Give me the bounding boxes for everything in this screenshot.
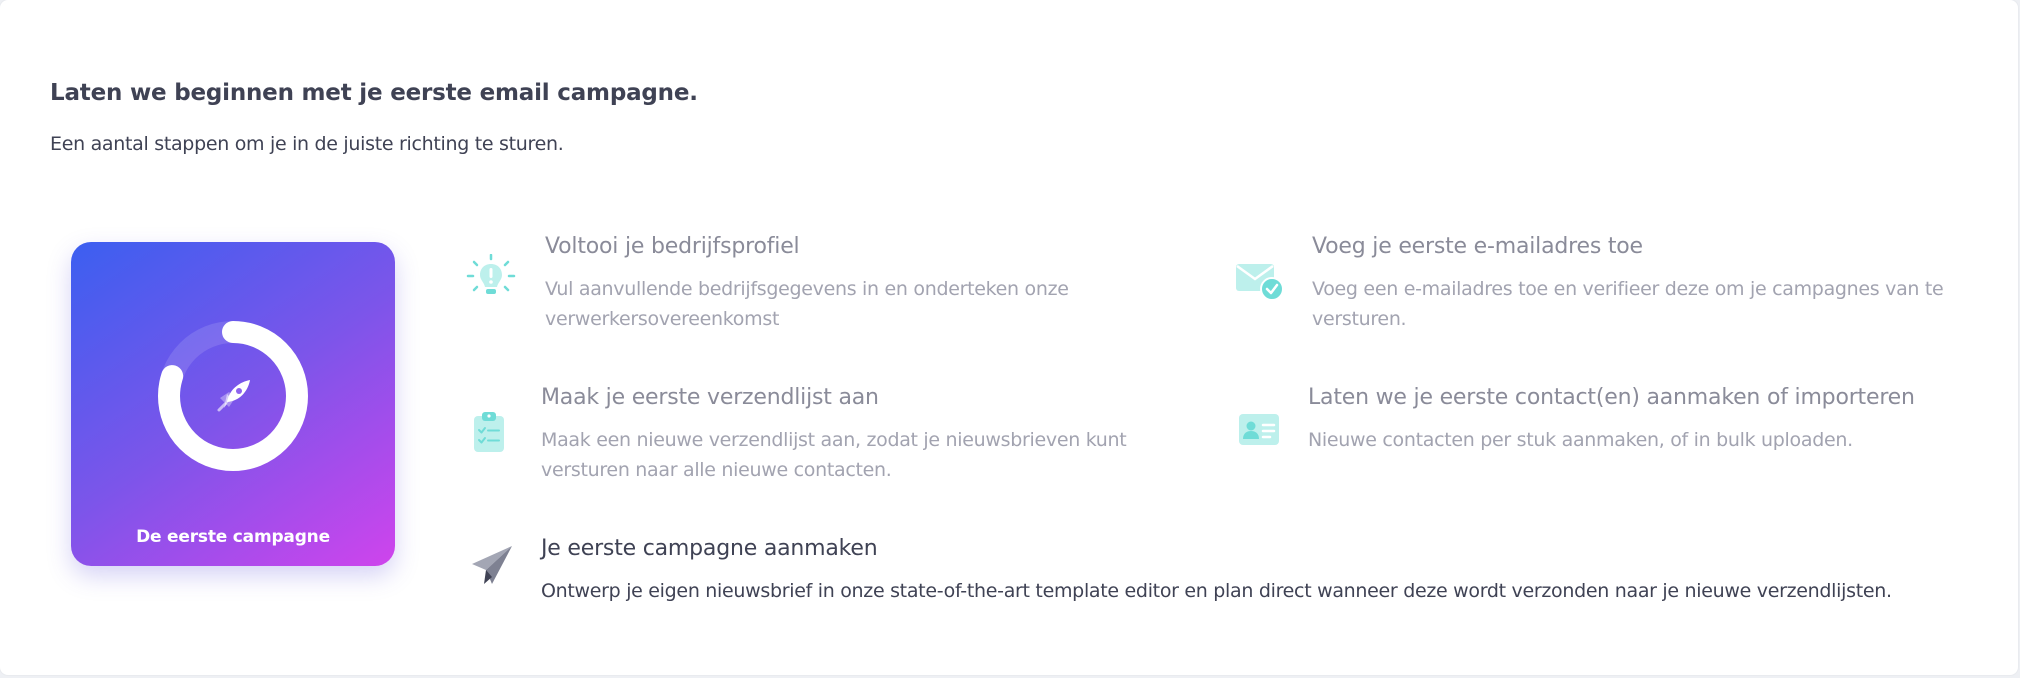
mail-check-icon bbox=[1234, 262, 1286, 302]
step-description: Ontwerp je eigen nieuwsbrief in onze state-of-the-art template editor en plan direct wanneer deze wordt verzonden naar je nieuwe verzendlijsten. bbox=[541, 580, 1892, 602]
clipboard-list-icon bbox=[472, 410, 506, 454]
step-title: Voeg je eerste e-mailadres toe bbox=[1312, 234, 1643, 259]
campaign-progress-label: De eerste campagne bbox=[136, 527, 330, 547]
campaign-progress-tile bbox=[71, 242, 395, 566]
paper-plane-icon bbox=[470, 544, 514, 588]
contact-card-icon bbox=[1237, 412, 1281, 448]
rocket-icon bbox=[219, 380, 250, 410]
step-title: Je eerste campagne aanmaken bbox=[541, 536, 878, 561]
step-description: Vul aanvullende bedrijfsgegevens in en onderteken onze verwerkersovereenkomst bbox=[545, 278, 1069, 330]
step-first-campaign[interactable] bbox=[466, 534, 1966, 614]
page-subtitle: Een aantal stappen om je in de juiste richting te sturen. bbox=[50, 133, 564, 155]
step-description: Nieuwe contacten per stuk aanmaken, of in bulk uploaden. bbox=[1308, 429, 1853, 451]
progress-ring bbox=[149, 312, 317, 480]
step-title: Laten we je eerste contact(en) aanmaken of importeren bbox=[1308, 385, 1915, 410]
step-email-address[interactable] bbox=[1232, 232, 1952, 342]
step-title: Voltooi je bedrijfsprofiel bbox=[545, 234, 800, 259]
step-contacts[interactable] bbox=[1232, 383, 1952, 463]
page-title: Laten we beginnen met je eerste email campagne. bbox=[50, 80, 698, 106]
step-description: Maak een nieuwe verzendlijst aan, zodat je nieuwsbrieven kunt versturen naar alle nieuwe contacten. bbox=[541, 429, 1127, 481]
step-description: Voeg een e-mailadres toe en verifieer deze om je campagnes van te versturen. bbox=[1312, 278, 1944, 330]
step-mailing-list[interactable] bbox=[466, 383, 1146, 493]
lightbulb-icon bbox=[466, 254, 516, 300]
step-title: Maak je eerste verzendlijst aan bbox=[541, 385, 879, 410]
step-company-profile[interactable] bbox=[466, 232, 1146, 342]
